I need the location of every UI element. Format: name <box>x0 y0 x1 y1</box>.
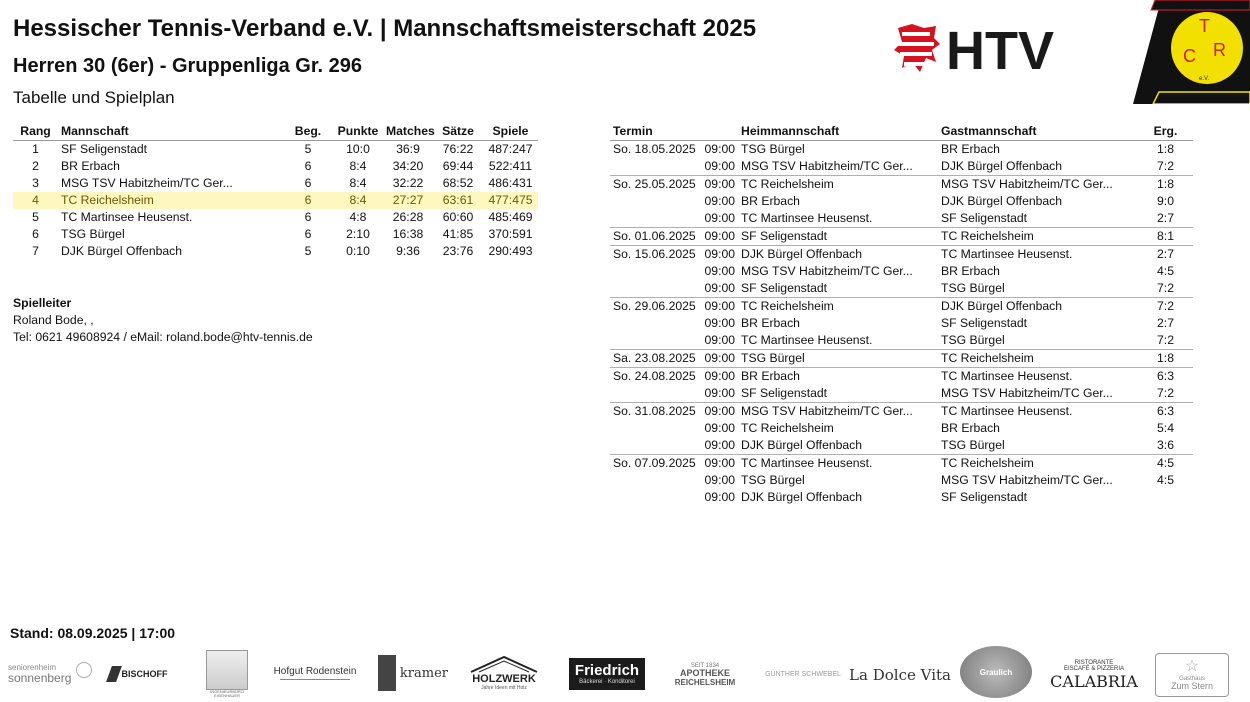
table-row-highlighted <box>13 192 538 209</box>
guest-cell: TSG Bürgel <box>941 281 1005 295</box>
col-spiele: Spiele <box>483 123 538 141</box>
result-cell: 2:7 <box>1157 316 1174 330</box>
sponsor-zumstern-logo <box>1155 653 1229 697</box>
spiele-cell: 486:431 <box>488 176 533 190</box>
fixture-row <box>610 280 1193 298</box>
spielleiter-block <box>13 295 313 346</box>
standings-table <box>13 123 538 260</box>
section-title: Tabelle und Spielplan <box>13 88 175 107</box>
time-cell: 09:00 <box>700 350 738 368</box>
roof-icon <box>469 655 539 673</box>
fixture-row <box>610 332 1193 350</box>
col-erg: Erg. <box>1138 123 1193 141</box>
guest-cell: TSG Bürgel <box>941 438 1005 452</box>
beg-cell: 6 <box>304 176 312 190</box>
spiele-cell: 477:475 <box>483 192 538 209</box>
date-cell <box>610 472 700 489</box>
beg-cell: 5 <box>304 142 312 156</box>
fixture-row <box>610 472 1193 489</box>
matches-cell: 34:20 <box>392 159 424 173</box>
graulich-text: Graulich <box>979 667 1013 677</box>
friedrich-text: Friedrich <box>574 661 640 679</box>
result-cell: 4:5 <box>1157 473 1174 487</box>
beg-cell: 6 <box>304 210 312 224</box>
time-cell: 09:00 <box>704 490 736 504</box>
col-mannschaft: Mannschaft <box>58 123 283 141</box>
spiele-cell: 487:247 <box>488 142 533 156</box>
date-cell <box>610 385 700 403</box>
date-cell <box>610 158 700 176</box>
fixture-row <box>610 403 1193 421</box>
matches-cell: 36:9 <box>396 142 420 156</box>
punkte-cell: 2:10 <box>346 227 370 241</box>
sponsor-kramer-logo <box>378 654 448 692</box>
punkte-cell: 8:4 <box>349 176 367 190</box>
guest-cell: TC Reichelsheim <box>938 455 1138 473</box>
calabria-text: CALABRIA <box>1050 671 1138 691</box>
home-cell: TC Martinsee Heusenst. <box>741 333 873 347</box>
guest-cell: BR Erbach <box>941 264 1000 278</box>
home-cell: SF Seligenstadt <box>738 228 938 246</box>
punkte-cell: 10:0 <box>346 142 370 156</box>
fixture-row <box>610 455 1193 473</box>
guest-cell: DJK Bürgel Offenbach <box>941 159 1063 173</box>
guest-cell: DJK Bürgel Offenbach <box>941 194 1063 208</box>
sponsor-bischoff-logo <box>102 662 174 686</box>
date-cell <box>610 420 700 437</box>
date-cell: So. 01.06.2025 <box>610 228 700 246</box>
tcr-letter-c: C <box>1183 46 1196 66</box>
spielleiter-title: Spielleiter <box>13 296 72 310</box>
result-cell: 6:3 <box>1138 368 1193 386</box>
saetze-cell: 60:60 <box>442 210 474 224</box>
guest-cell: SF Seligenstadt <box>941 211 1028 225</box>
home-cell: TC Martinsee Heusenst. <box>741 211 873 225</box>
hofgut-divider <box>280 679 350 680</box>
schwebel-text: GÜNTHER SCHWEBEL <box>765 670 841 678</box>
ingenieurbuero-text: INGENIEURBÜRO EISENHAUER <box>210 688 244 698</box>
team-cell: TC Martinsee Heusenst. <box>61 210 193 224</box>
tc-reichelsheim-logo <box>1133 0 1250 104</box>
home-cell: SF Seligenstadt <box>741 386 828 400</box>
fixture-row <box>610 385 1193 403</box>
seniorenheim-line2: sonnenberg <box>8 671 72 685</box>
date-cell <box>610 489 700 506</box>
saetze-cell: 68:52 <box>442 176 474 190</box>
fixture-row <box>610 298 1193 316</box>
time-cell: 09:00 <box>704 194 736 208</box>
saetze-cell: 23:76 <box>442 244 474 258</box>
bischoff-mark-icon <box>106 666 122 682</box>
spiele-cell: 370:591 <box>488 227 533 241</box>
team-cell: BR Erbach <box>61 159 120 173</box>
home-cell: TSG Bürgel <box>741 142 805 156</box>
fixture-row <box>610 315 1193 332</box>
hessen-lion-icon <box>894 24 940 74</box>
home-cell: BR Erbach <box>738 368 938 386</box>
result-cell: 2:7 <box>1157 211 1174 225</box>
beg-cell: 6 <box>283 192 333 209</box>
htv-logo <box>890 18 1105 80</box>
saetze-cell: 69:44 <box>442 159 474 173</box>
home-cell: DJK Bürgel Offenbach <box>741 490 863 504</box>
date-cell <box>610 193 700 210</box>
team-cell: SF Seligenstadt <box>61 142 148 156</box>
home-cell: DJK Bürgel Offenbach <box>741 438 863 452</box>
result-cell: 2:7 <box>1138 246 1193 264</box>
fixture-row <box>610 263 1193 280</box>
date-cell: So. 07.09.2025 <box>610 455 700 473</box>
matches-cell: 9:36 <box>396 244 420 258</box>
guest-cell: SF Seligenstadt <box>941 316 1028 330</box>
guest-cell: MSG TSV Habitzheim/TC Ger... <box>941 473 1113 487</box>
result-cell: 6:3 <box>1138 403 1193 421</box>
home-cell: MSG TSV Habitzheim/TC Ger... <box>738 403 938 421</box>
sponsor-dolcevita-logo <box>849 662 951 688</box>
date-cell: So. 24.08.2025 <box>610 368 700 386</box>
guest-cell: TC Martinsee Heusenst. <box>938 368 1138 386</box>
punkte-cell: 8:4 <box>333 192 383 209</box>
result-cell: 7:2 <box>1157 386 1174 400</box>
date-cell <box>610 263 700 280</box>
rang-cell: 3 <box>32 176 39 190</box>
team-cell: DJK Bürgel Offenbach <box>61 244 183 258</box>
sponsor-holzwerk-logo <box>466 650 542 696</box>
col-termin: Termin <box>610 123 738 141</box>
col-saetze: Sätze <box>433 123 483 141</box>
fixture-row <box>610 368 1193 386</box>
rang-cell: 5 <box>32 210 39 224</box>
home-cell: TC Reichelsheim <box>738 176 938 194</box>
result-cell: 1:8 <box>1138 350 1193 368</box>
result-cell: 5:4 <box>1157 421 1174 435</box>
home-cell: BR Erbach <box>741 194 800 208</box>
result-cell: 4:5 <box>1157 264 1174 278</box>
table-row <box>13 158 538 175</box>
rang-cell: 6 <box>32 227 39 241</box>
guest-cell: TC Martinsee Heusenst. <box>938 246 1138 264</box>
sponsor-calabria-logo <box>1050 654 1138 696</box>
date-cell: So. 31.08.2025 <box>610 403 700 421</box>
time-cell: 09:00 <box>704 333 736 347</box>
beg-cell: 6 <box>304 159 312 173</box>
rang-cell: 4 <box>13 192 58 209</box>
home-cell: SF Seligenstadt <box>741 281 828 295</box>
col-beg: Beg. <box>283 123 333 141</box>
guest-cell: DJK Bürgel Offenbach <box>938 298 1138 316</box>
dolcevita-text: La Dolce Vita <box>849 666 951 684</box>
tcr-letter-r: R <box>1213 40 1226 60</box>
fixture-row <box>610 489 1193 506</box>
time-cell: 09:00 <box>700 455 738 473</box>
apotheke-line2: REICHELSHEIM <box>674 677 736 687</box>
calabria-mid: EISCAFÉ & PIZZERIA <box>1063 666 1124 673</box>
home-cell: BR Erbach <box>741 316 800 330</box>
matches-cell: 16:38 <box>392 227 424 241</box>
fixture-row <box>610 246 1193 264</box>
date-cell <box>610 210 700 228</box>
guest-cell: TSG Bürgel <box>941 333 1005 347</box>
time-cell: 09:00 <box>704 316 736 330</box>
fixture-row <box>610 420 1193 437</box>
fixtures-header-row <box>610 123 1193 141</box>
result-cell <box>1138 489 1193 506</box>
sponsor-ingenieurbuero-logo <box>204 646 250 702</box>
result-cell: 8:1 <box>1138 228 1193 246</box>
home-cell: MSG TSV Habitzheim/TC Ger... <box>741 159 913 173</box>
time-cell: 09:00 <box>704 281 736 295</box>
sponsor-friedrich-logo <box>569 658 645 690</box>
beg-cell: 6 <box>304 227 312 241</box>
time-cell: 09:00 <box>704 473 736 487</box>
page-title: Hessischer Tennis-Verband e.V. | Mannschaftsmeisterschaft 2025 <box>13 15 757 42</box>
matches-cell: 27:27 <box>383 192 433 209</box>
matches-cell: 32:22 <box>392 176 424 190</box>
rang-cell: 7 <box>32 244 39 258</box>
beg-cell: 5 <box>304 244 312 258</box>
apotheke-line1: APOTHEKE <box>679 668 730 679</box>
punkte-cell: 8:4 <box>349 159 367 173</box>
time-cell: 09:00 <box>704 211 736 225</box>
spiele-cell: 485:469 <box>488 210 533 224</box>
fixture-row <box>610 193 1193 210</box>
col-punkte: Punkte <box>333 123 383 141</box>
time-cell: 09:00 <box>704 386 736 400</box>
home-cell: TC Martinsee Heusenst. <box>738 455 938 473</box>
result-cell: 7:2 <box>1157 159 1174 173</box>
col-rang: Rang <box>13 123 58 141</box>
result-cell: 7:2 <box>1138 298 1193 316</box>
guest-cell: MSG TSV Habitzheim/TC Ger... <box>941 386 1113 400</box>
date-cell <box>610 280 700 298</box>
date-cell: So. 25.05.2025 <box>610 176 700 194</box>
table-row <box>13 243 538 260</box>
kramer-mark-icon <box>378 655 396 691</box>
hofgut-text: Hofgut Rodenstein <box>273 666 357 677</box>
rang-cell: 2 <box>32 159 39 173</box>
sponsor-schwebel-logo <box>764 662 842 686</box>
sponsor-hofgut-logo <box>273 662 357 684</box>
home-cell: TSG Bürgel <box>741 473 805 487</box>
league-subtitle: Herren 30 (6er) - Gruppenliga Gr. 296 <box>13 55 363 77</box>
time-cell: 09:00 <box>700 403 738 421</box>
result-cell: 3:6 <box>1157 438 1174 452</box>
guest-cell: TC Reichelsheim <box>938 228 1138 246</box>
punkte-cell: 4:8 <box>349 210 367 224</box>
time-cell: 09:00 <box>704 159 736 173</box>
rang-cell: 1 <box>32 142 39 156</box>
home-cell: DJK Bürgel Offenbach <box>738 246 938 264</box>
time-cell: 09:00 <box>704 142 736 156</box>
standings-header-row <box>13 123 538 141</box>
zumstern-line2: Zum Stern <box>1170 681 1213 692</box>
sun-icon <box>76 662 92 678</box>
sponsor-seniorenheim-logo <box>8 658 96 690</box>
home-cell: TC Reichelsheim <box>741 421 834 435</box>
spiele-cell: 290:493 <box>488 244 533 258</box>
col-heim: Heimmannschaft <box>738 123 938 141</box>
home-cell: TSG Bürgel <box>738 350 938 368</box>
kramer-text: kramer <box>399 665 448 681</box>
fixture-row <box>610 350 1193 368</box>
holzwerk-tagline: Jahre Ideen mit Holz <box>481 685 527 691</box>
calabria-top: RISTORANTE <box>1074 659 1114 666</box>
date-cell: So. 29.06.2025 <box>610 298 700 316</box>
star-icon: ☆ <box>1184 657 1200 675</box>
apotheke-year: SEIT 1834 <box>690 662 720 669</box>
table-row <box>13 226 538 243</box>
fixture-row <box>610 437 1193 455</box>
fixture-row <box>610 210 1193 228</box>
matches-cell: 26:28 <box>392 210 424 224</box>
fixture-row <box>610 228 1193 246</box>
sponsor-apotheke-logo <box>668 660 742 690</box>
bischoff-text: BISCHOFF <box>121 669 168 679</box>
col-matches: Matches <box>383 123 433 141</box>
punkte-cell: 0:10 <box>346 244 370 258</box>
result-cell: 9:0 <box>1157 194 1174 208</box>
saetze-cell: 63:61 <box>433 192 483 209</box>
date-cell <box>610 315 700 332</box>
spiele-cell: 522:411 <box>488 159 533 173</box>
guest-cell: SF Seligenstadt <box>941 490 1028 504</box>
time-cell: 09:00 <box>700 298 738 316</box>
time-cell: 09:00 <box>704 438 736 452</box>
guest-cell: BR Erbach <box>941 142 1000 156</box>
date-cell <box>610 437 700 455</box>
home-cell: TC Reichelsheim <box>738 298 938 316</box>
table-row <box>13 209 538 226</box>
tcr-ev: e.V. <box>1199 76 1210 82</box>
time-cell: 09:00 <box>700 246 738 264</box>
fixture-row <box>610 141 1193 159</box>
time-cell: 09:00 <box>704 264 736 278</box>
saetze-cell: 76:22 <box>442 142 474 156</box>
tcr-letter-t: T <box>1199 16 1210 36</box>
saetze-cell: 41:85 <box>442 227 474 241</box>
holzwerk-text: HOLZWERK <box>472 673 536 685</box>
date-cell: So. 15.06.2025 <box>610 246 700 264</box>
time-cell: 09:00 <box>700 176 738 194</box>
guest-cell: BR Erbach <box>941 421 1000 435</box>
time-cell: 09:00 <box>700 228 738 246</box>
table-row <box>13 175 538 192</box>
team-cell: TC Reichelsheim <box>58 192 283 209</box>
guest-cell: TC Martinsee Heusenst. <box>938 403 1138 421</box>
fixture-row <box>610 158 1193 176</box>
time-cell: 09:00 <box>700 368 738 386</box>
sponsor-graulich-logo <box>960 646 1032 698</box>
seniorenheim-line1: seniorenheim <box>8 663 57 672</box>
col-gast: Gastmannschaft <box>938 123 1138 141</box>
guest-cell: TC Reichelsheim <box>938 350 1138 368</box>
result-cell: 4:5 <box>1138 455 1193 473</box>
date-cell: Sa. 23.08.2025 <box>610 350 700 368</box>
home-cell: MSG TSV Habitzheim/TC Ger... <box>741 264 913 278</box>
result-cell: 7:2 <box>1157 281 1174 295</box>
time-cell: 09:00 <box>704 421 736 435</box>
building-icon <box>206 650 248 690</box>
fixtures-table <box>610 123 1193 506</box>
stand-timestamp: Stand: 08.09.2025 | 17:00 <box>10 625 176 641</box>
table-row <box>13 141 538 159</box>
team-cell: TSG Bürgel <box>61 227 125 241</box>
fixture-row <box>610 176 1193 194</box>
result-cell: 1:8 <box>1138 176 1193 194</box>
spielleiter-contact: Tel: 0621 49608924 / eMail: roland.bode@htv-tennis.de <box>13 330 313 344</box>
zumstern-line1: Gasthaus <box>1179 675 1205 682</box>
result-cell: 1:8 <box>1157 142 1174 156</box>
guest-cell: MSG TSV Habitzheim/TC Ger... <box>938 176 1138 194</box>
spielleiter-name: Roland Bode, , <box>13 313 94 327</box>
date-cell: So. 18.05.2025 <box>613 142 696 156</box>
htv-logo-text: HTV <box>946 21 1054 80</box>
result-cell: 7:2 <box>1157 333 1174 347</box>
friedrich-tagline: Bäckerei · Konditorei <box>579 678 635 685</box>
date-cell <box>610 332 700 350</box>
team-cell: MSG TSV Habitzheim/TC Ger... <box>61 176 233 190</box>
